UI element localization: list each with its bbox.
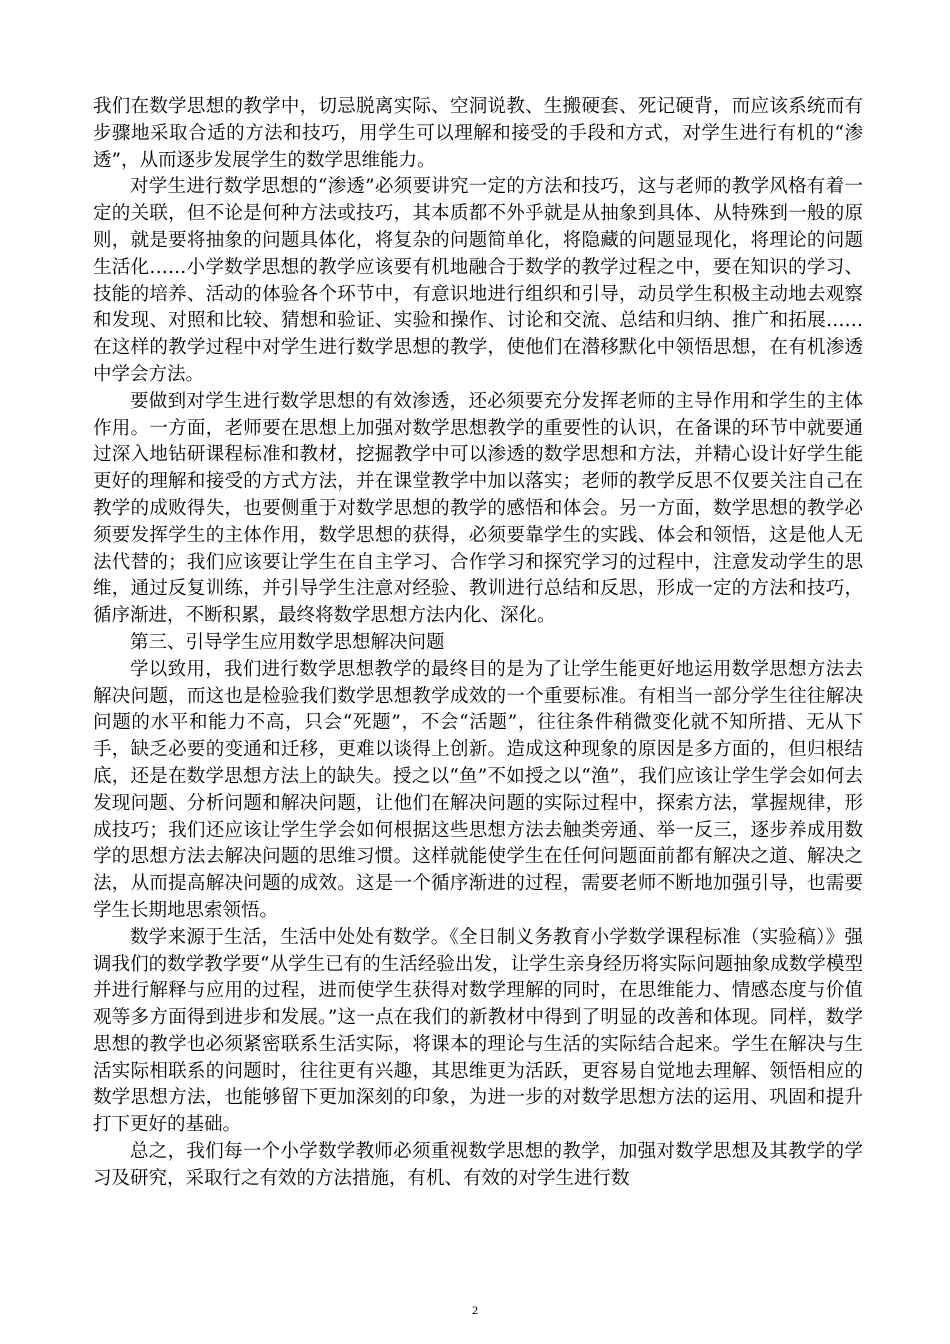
paragraph: 要做到对学生进行数学思想的有效渗透，还必须要充分发挥老师的主导作用和学生的主体作用。一方面，老师要在思想上加强对数学思想教学的重要性的认识，在备课的环节中就要通过深入地钻研课程标准和教材，挖掘教学中可以渗透的数学思想和方法，并精心设计好学生能更好的理解和接受的方式方法，并在课堂教学中加以落实；老师的教学反思不仅要关注自己在教学的成败得失，也要侧重于对数学思想的教学的感悟和体会。另一方面，数学思想的教学必须要发挥学生的主体作用，数学思想的获得，必须要靠学生的实践、体会和领悟，这是他人无法代替的；我们应该要让学生在自主学习、合作学习和探究学习的过程中，注意发动学生的思维，通过反复训练，并引导学生注意对经验、教训进行总结和反思，形成一定的方法和技巧，循序渐进，不断积累，最终将数学思想方法内化、深化。: [93, 390, 863, 627]
paragraph: 对学生进行数学思想的“渗透”必须要讲究一定的方法和技巧，这与老师的教学风格有着一定的关联，但不论是何种方法或技巧，其本质都不外乎就是从抽象到具体、从特殊到一般的原则，就是要将抽象的问题具体化，将复杂的问题简单化，将隐藏的问题显现化，将理论的问题生活化……小学数学思想的教学应该要有机地融合于数学的教学过程之中，要在知识的学习、技能的培养、活动的体验各个环节中，有意识地进行组织和引导，动员学生积极主动地去观察和发现、对照和比较、猜想和验证、实验和操作、讨论和交流、总结和归纳、推广和拓展……在这样的教学过程中对学生进行数学思想的教学，使他们在潜移默化中领悟思想，在有机渗透中学会方法。: [93, 176, 863, 385]
document-body: [93, 94, 863, 1193]
paragraph: 学以致用，我们进行数学思想教学的最终目的是为了让学生能更好地运用数学思想方法去解决问题，而这也是检验我们数学思想教学成效的一个重要标准。有相当一部分学生往往解决问题的水平和能力不高，只会“死题”，不会“活题”，往往条件稍微变化就不知所措、无从下手，缺乏必要的变通和迁移，更难以谈得上创新。造成这种现象的原因是多方面的，但归根结底，还是在数学思想方法上的缺失。授之以“鱼”不如授之以“渔”，我们应该让学生学会如何去发现问题、分析问题和解决问题，让他们在解决问题的实际过程中，探索方法，掌握规律，形成技巧；我们还应该让学生学会如何根据这些思想方法去触类旁通、举一反三，逐步养成用数学的思想方法去解决问题的思维习惯。这样就能使学生在任何问题面前都有解决之道、解决之法，从而提高解决问题的成效。这是一个循序渐进的过程，需要老师不断地加强引导，也需要学生长期地思索领悟。: [93, 658, 863, 921]
paragraph: 总之，我们每一个小学数学教师必须重视数学思想的教学，加强对数学思想及其教学的学习及研究，采取行之有效的方法措施，有机、有效的对学生进行数: [93, 1141, 863, 1189]
section-heading: 第三、引导学生应用数学思想解决问题: [130, 631, 445, 653]
paragraph: 我们在数学思想的教学中，切忌脱离实际、空洞说教、生搬硬套、死记硬背，而应该系统而有步骤地采取合适的方法和技巧，用学生可以理解和接受的手段和方式，对学生进行有机的“渗透”，从而逐步发展学生的数学思维能力。: [93, 96, 863, 171]
paragraph: 数学来源于生活，生活中处处有数学。《全日制义务教育小学数学课程标准（实验稿）》强调我们的数学教学要“从学生已有的生活经验出发，让学生亲身经历将实际问题抽象成数学模型并进行解释与应用的过程，进而使学生获得对数学理解的同时，在思维能力、情感态度与价值观等多方面得到进步和发展。”这一点在我们的新教材中得到了明显的改善和体现。同样，数学思想的教学也必须紧密联系生活实际，将课本的理论与生活的实际结合起来。学生在解决与生活实际相联系的问题时，往往更有兴趣，其思维更为活跃，更容易自觉地去理解、领悟相应的数学思想方法，也能够留下更加深刻的印象，为进一步的对数学思想方法的运用、巩固和提升打下更好的基础。: [93, 926, 863, 1136]
page-number: 2: [472, 1303, 478, 1317]
